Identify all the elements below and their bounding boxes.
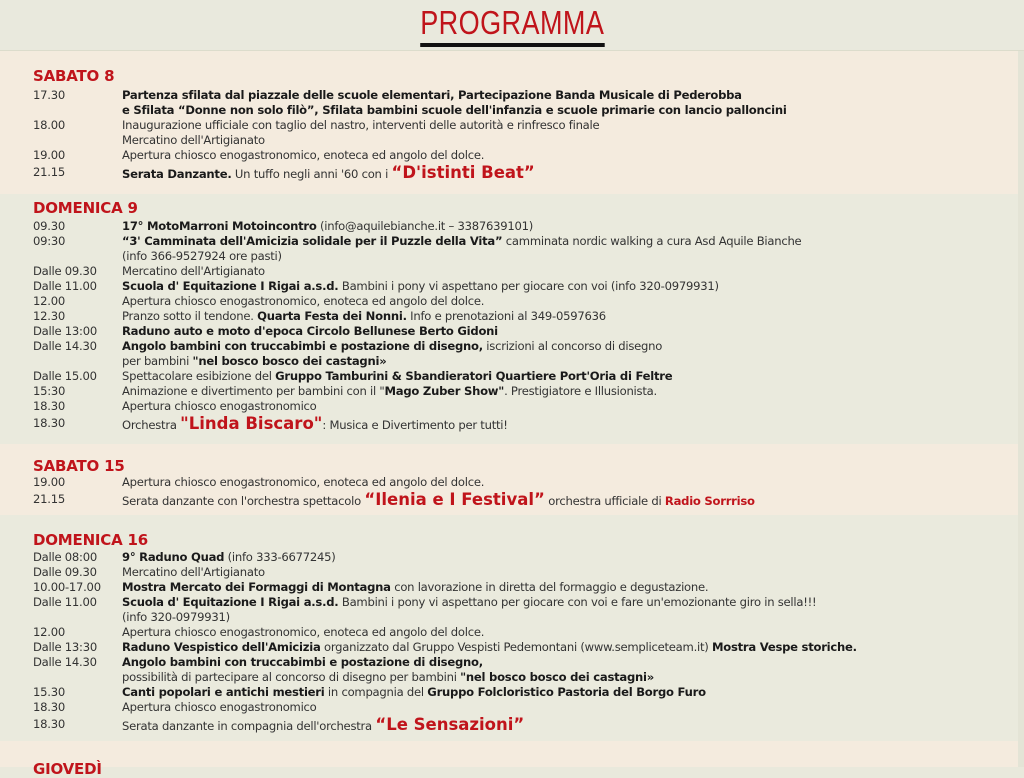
event-title: "nel bosco bosco dei castagni» [192, 354, 387, 368]
event-text: (info@aquilebianche.it – 3387639101) [316, 219, 534, 233]
event-text: : Musica e Divertimento per tutti! [322, 418, 508, 432]
event-title: Scuola d' Equitazione I Rigai a.s.d. [122, 595, 339, 609]
event-time: Dalle 11.00 [33, 279, 97, 293]
event-text: Animazione e divertimento per bambini con il " [122, 384, 385, 398]
event-description [122, 475, 484, 490]
title-text: PROGRAMMA [420, 4, 604, 47]
event-time: Dalle 15.00 [33, 369, 97, 383]
event-title: Serata Danzante. [122, 167, 232, 181]
event-title: Scuola d' Equitazione I Rigai a.s.d. [122, 279, 339, 293]
event-title: Gruppo Tamburini & Sbandieratori Quartiere Port'Oria di Feltre [275, 369, 673, 383]
event-text: Serata danzante con l'orchestra spettacolo [122, 494, 365, 508]
event-description [122, 625, 484, 640]
event-text: orchestra ufficiale di [544, 494, 665, 508]
day-heading: SABATO 15 [33, 457, 125, 475]
event-description [122, 580, 708, 595]
event-description [122, 279, 719, 294]
event-text: (info 320-0979931) [122, 610, 230, 624]
event-title: "nel bosco bosco dei castagni» [460, 670, 655, 684]
event-text: (info 333-6677245) [224, 550, 336, 564]
event-text: (info 366-9527924 ore pasti) [122, 249, 282, 263]
event-text: possibilità di partecipare al concorso di disegno per bambini [122, 670, 461, 684]
event-description [122, 595, 816, 610]
event-description [122, 294, 484, 309]
event-text: Info e prenotazioni al 349-0597636 [406, 309, 606, 323]
event-description [122, 118, 599, 133]
event-title: Raduno auto e moto d'epoca Circolo Bellunese Berto Gidoni [122, 324, 498, 338]
event-description [122, 354, 386, 369]
event-time: 18.00 [33, 118, 65, 132]
event-time: 18.30 [33, 416, 65, 430]
event-title: “3' Camminata dell'Amicizia solidale per il Puzzle della Vita” [122, 234, 503, 248]
event-text: . Prestigiatore e Illusionista. [504, 384, 657, 398]
day-section [0, 194, 1024, 444]
event-description [122, 88, 742, 103]
event-text: per bambini [122, 354, 193, 368]
event-text: Bambini i pony vi aspettano per giocare con voi e fare un'emozionante giro in sella!!! [338, 595, 817, 609]
event-time: 15:30 [33, 384, 66, 398]
event-text: Spettacolare esibizione del [122, 369, 276, 383]
event-description [122, 165, 535, 182]
event-time: 15.30 [33, 685, 65, 699]
event-time: Dalle 14.30 [33, 655, 97, 669]
event-time: Dalle 08:00 [33, 550, 97, 564]
event-time: 10.00-17.00 [33, 580, 101, 594]
event-description [122, 655, 483, 670]
event-description [122, 565, 265, 580]
event-description [122, 264, 265, 279]
event-highlight: “D'istinti Beat” [391, 163, 535, 182]
page-title [0, 4, 1024, 47]
event-description [122, 670, 654, 685]
event-time: 12.00 [33, 294, 65, 308]
event-time: 19.00 [33, 148, 65, 162]
event-description [122, 309, 606, 324]
event-title: Raduno Vespistico dell'Amicizia [122, 640, 321, 654]
event-time: 21.15 [33, 492, 65, 506]
event-title: Canti popolari e antichi mestieri [122, 685, 325, 699]
event-description [122, 133, 265, 148]
event-time: 19.00 [33, 475, 65, 489]
day-heading: SABATO 8 [33, 67, 115, 85]
day-heading: DOMENICA 9 [33, 199, 138, 217]
event-title: Quarta Festa dei Nonni. [257, 309, 407, 323]
event-time: 09:30 [33, 234, 66, 248]
event-description [122, 717, 524, 734]
event-text: Serata danzante in compagnia dell'orchestra [122, 719, 376, 733]
event-text: Inaugurazione ufficiale con taglio del nastro, interventi delle autorità e rinfresco finale [122, 118, 600, 132]
event-time: 18.30 [33, 717, 65, 731]
event-text: Apertura chiosco enogastronomico [122, 700, 317, 714]
day-section [0, 741, 1024, 778]
page-header [0, 0, 1024, 51]
day-section [0, 444, 1024, 515]
event-text: Mercatino dell'Artigianato [122, 133, 265, 147]
event-title: Angolo bambini con truccabimbi e postazione di disegno, [122, 339, 483, 353]
event-description [122, 492, 755, 509]
event-time: Dalle 09.30 [33, 565, 97, 579]
event-text: Bambini i pony vi aspettano per giocare con voi (info 320-0979931) [338, 279, 719, 293]
event-time: 18.30 [33, 399, 65, 413]
event-text: iscrizioni al concorso di disegno [482, 339, 663, 353]
event-time: 12.00 [33, 625, 65, 639]
event-text: Apertura chiosco enogastronomico, enoteca ed angolo del dolce. [122, 475, 485, 489]
event-highlight: “Le Sensazioni” [375, 715, 525, 734]
event-description [122, 234, 801, 249]
event-description [122, 219, 533, 234]
event-highlight: “Ilenia e I Festival” [364, 490, 545, 509]
day-section [0, 515, 1024, 741]
event-time: Dalle 13:30 [33, 640, 97, 654]
event-title: e Sfilata “Donne non solo filò”, Sfilata bambini scuole dell'infanzia e scuole primarie con lancio palloncini [122, 103, 787, 117]
event-description [122, 249, 282, 264]
event-highlight: "Linda Biscaro" [180, 414, 323, 433]
event-text: Mercatino dell'Artigianato [122, 264, 265, 278]
event-time: 17.30 [33, 88, 65, 102]
event-title: Angolo bambini con truccabimbi e postazione di disegno, [122, 655, 483, 669]
event-text: Un tuffo negli anni '60 con i [231, 167, 392, 181]
event-description [122, 384, 657, 399]
day-section [0, 51, 1024, 194]
event-time: 12.30 [33, 309, 65, 323]
event-text: in compagnia del [324, 685, 428, 699]
event-title: Mostra Vespe storiche. [711, 640, 857, 654]
event-text: Radio Sorrriso [664, 494, 755, 508]
event-description [122, 103, 787, 118]
event-title: Mostra Mercato dei Formaggi di Montagna [122, 580, 391, 594]
day-heading: DOMENICA 16 [33, 531, 149, 549]
event-description [122, 324, 498, 339]
event-title: 9° Raduno Quad [122, 550, 225, 564]
event-time: 18.30 [33, 700, 65, 714]
event-text: Apertura chiosco enogastronomico, enoteca ed angolo del dolce. [122, 625, 485, 639]
event-description [122, 610, 230, 625]
event-description [122, 369, 672, 384]
event-description [122, 700, 317, 715]
event-description [122, 640, 857, 655]
event-title: Mago Zuber Show" [384, 384, 505, 398]
event-description [122, 148, 484, 163]
event-time: 09.30 [33, 219, 65, 233]
event-time: Dalle 13:00 [33, 324, 97, 338]
event-text: Mercatino dell'Artigianato [122, 565, 265, 579]
event-text: Apertura chiosco enogastronomico [122, 399, 317, 413]
event-text: Apertura chiosco enogastronomico, enoteca ed angolo del dolce. [122, 294, 485, 308]
event-description [122, 339, 662, 354]
event-description [122, 685, 706, 700]
event-description [122, 399, 317, 414]
event-time: 21.15 [33, 165, 65, 179]
event-time: Dalle 14.30 [33, 339, 97, 353]
event-time: Dalle 11.00 [33, 595, 97, 609]
event-time: Dalle 09.30 [33, 264, 97, 278]
event-text: con lavorazione in diretta del formaggio e degustazione. [390, 580, 709, 594]
event-text: Apertura chiosco enogastronomico, enoteca ed angolo del dolce. [122, 148, 485, 162]
event-text: organizzato dal Gruppo Vespisti Pedemontani (www.sempliceteam.it) [320, 640, 712, 654]
event-description [122, 550, 336, 565]
event-description [122, 416, 508, 433]
event-title: Partenza sfilata dal piazzale delle scuole elementari, Partecipazione Banda Musicale di Pederobba [122, 88, 742, 102]
event-text: camminata nordic walking a cura Asd Aquile Bianche [502, 234, 802, 248]
event-text: Pranzo sotto il tendone. [122, 309, 258, 323]
event-title: 17° MotoMarroni Motoincontro [122, 219, 317, 233]
event-text: Orchestra [122, 418, 181, 432]
event-title: Gruppo Folcloristico Pastoria del Borgo Furo [427, 685, 706, 699]
day-heading: GIOVEDÌ [33, 760, 102, 778]
